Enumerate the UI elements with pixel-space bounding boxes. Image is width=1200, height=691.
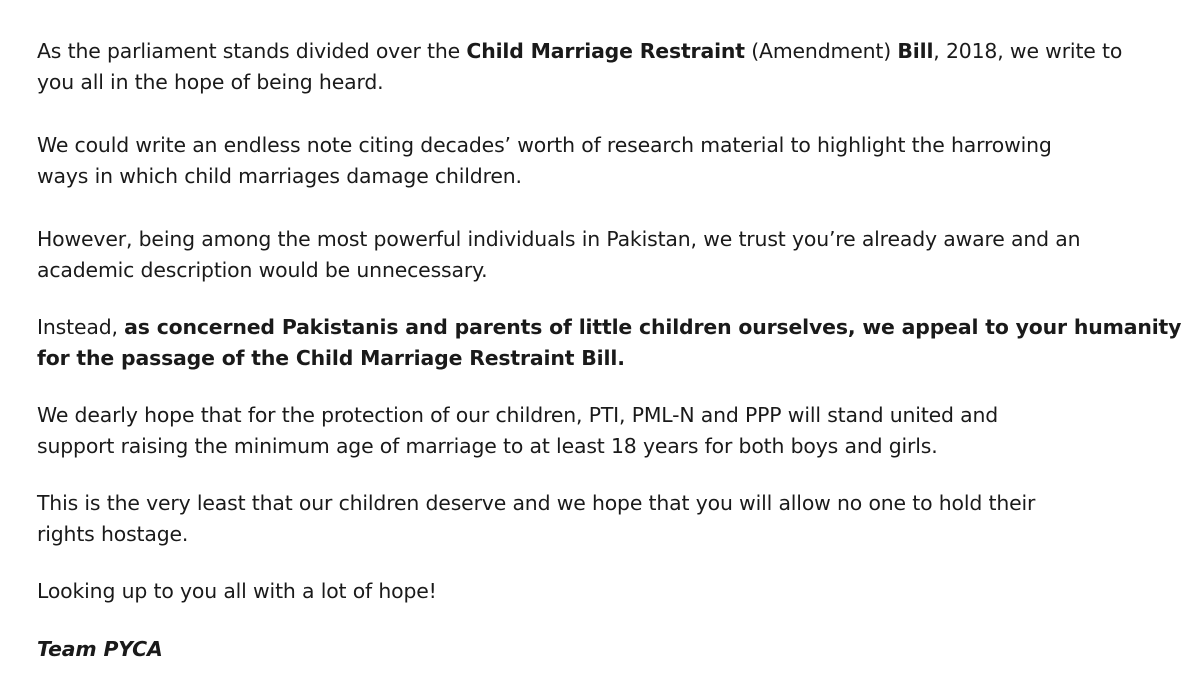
paragraph-hope-line-1: We dearly hope that for the protection of our children, PTI, PML-N and PPP will stand united and bbox=[37, 403, 999, 427]
paragraph-closing-line-1: Looking up to you all with a lot of hope! bbox=[37, 579, 437, 603]
text-span: (Amendment) bbox=[744, 39, 898, 63]
paragraph-awareness-line-2: academic description would be unnecessary. bbox=[37, 258, 488, 282]
paragraph-research-line-1: We could write an endless note citing decades’ worth of research material to highlight the harrowing bbox=[37, 133, 1052, 157]
paragraph-appeal-line-2: for the passage of the Child Marriage Restraint Bill. bbox=[37, 346, 625, 370]
text-span: Instead, bbox=[37, 315, 125, 339]
bill-name-bold: Child Marriage Restraint bbox=[466, 39, 745, 63]
paragraph-hope-line-2: support raising the minimum age of marriage to at least 18 years for both boys and girls. bbox=[37, 434, 938, 458]
paragraph-appeal-line-1 bbox=[37, 312, 1181, 343]
paragraph-deserve-line-1: This is the very least that our children deserve and we hope that you will allow no one to hold their bbox=[37, 491, 1036, 515]
paragraph-appeal bbox=[37, 312, 1181, 374]
paragraph-awareness-line-1: However, being among the most powerful individuals in Pakistan, we trust you’re already aware and an bbox=[37, 227, 1081, 251]
text-span: As the parliament stands divided over the bbox=[37, 39, 467, 63]
paragraph-awareness bbox=[37, 224, 1080, 286]
paragraph-deserve bbox=[37, 488, 1035, 550]
appeal-bold-text: as concerned Pakistanis and parents of little children ourselves, we appeal to your humanity bbox=[124, 315, 1182, 339]
paragraph-hope bbox=[37, 400, 998, 462]
paragraph-intro bbox=[37, 36, 1122, 98]
bill-word-bold: Bill bbox=[897, 39, 934, 63]
paragraph-closing bbox=[37, 576, 437, 607]
signature: Team PYCA bbox=[37, 637, 163, 661]
paragraph-intro-line-1 bbox=[37, 36, 1122, 67]
paragraph-research-line-2: ways in which child marriages damage children. bbox=[37, 164, 522, 188]
text-span: , 2018, we write to bbox=[933, 39, 1123, 63]
paragraph-deserve-line-2: rights hostage. bbox=[37, 522, 189, 546]
paragraph-intro-line-2: you all in the hope of being heard. bbox=[37, 70, 384, 94]
paragraph-research bbox=[37, 130, 1052, 192]
